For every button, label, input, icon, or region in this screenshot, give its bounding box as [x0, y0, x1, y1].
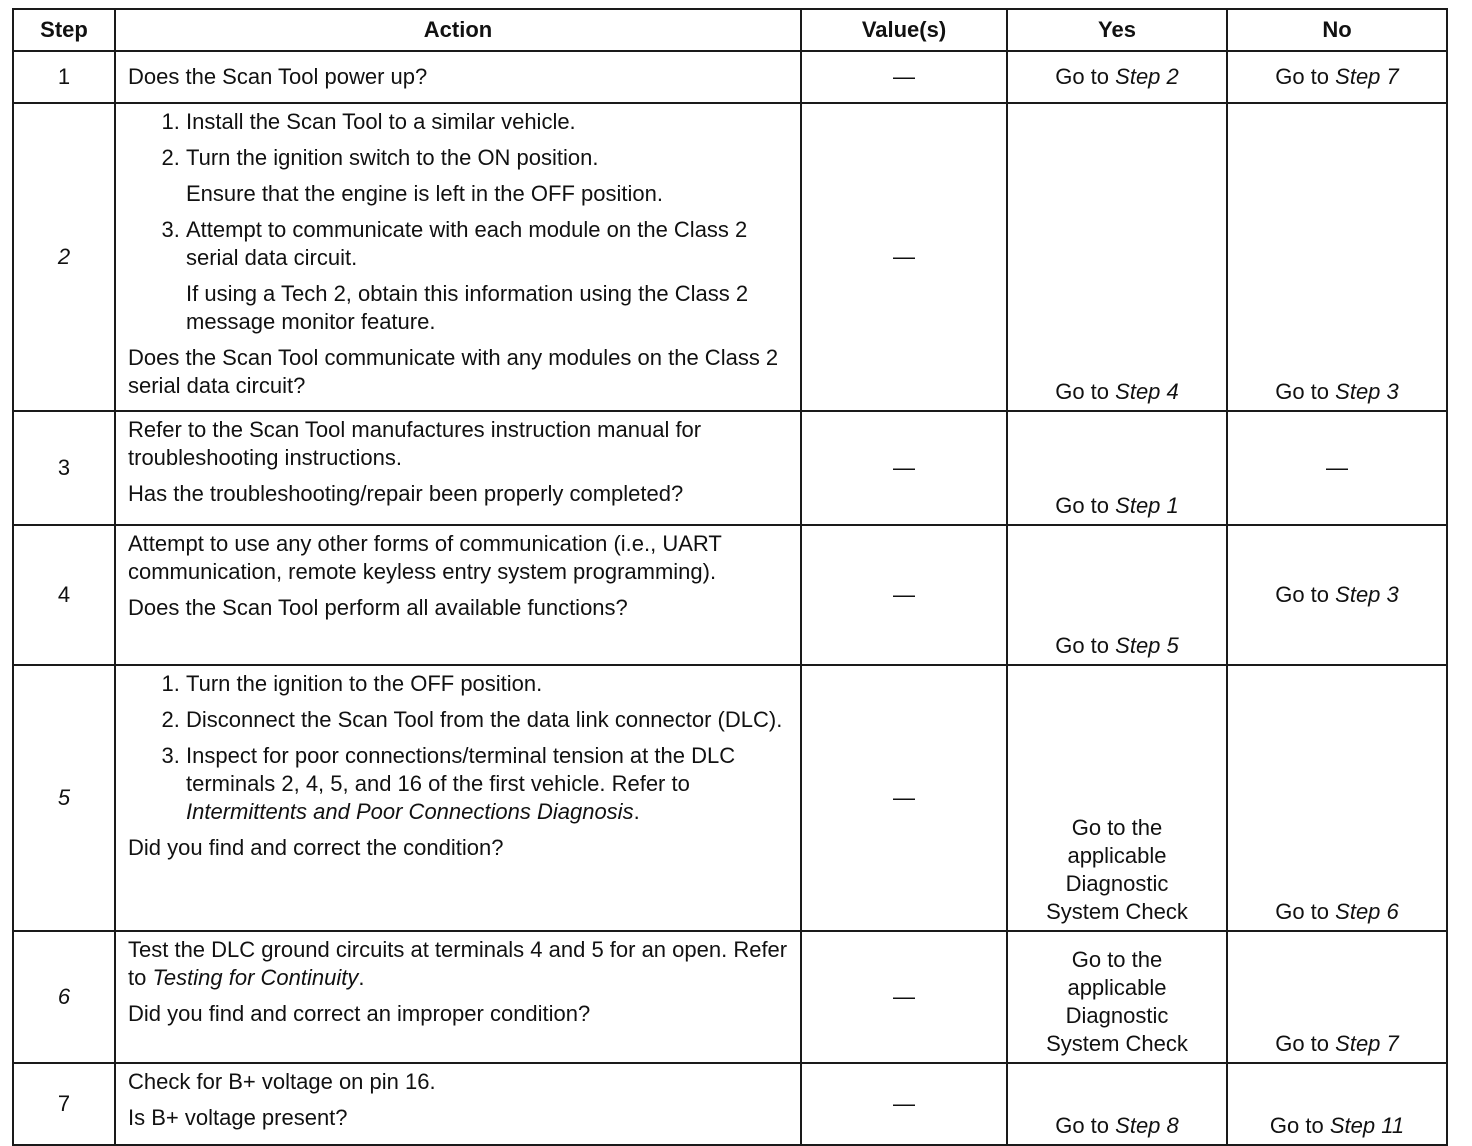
no-prefix: Go to — [1275, 64, 1330, 89]
value-cell: — — [801, 665, 1007, 931]
action-step-item: 2. Disconnect the Scan Tool from the data link connector (DLC). — [186, 706, 788, 734]
no-prefix: Go to — [1275, 582, 1330, 607]
no-step-link[interactable]: Step 3 — [1335, 582, 1399, 607]
yes-cell — [1007, 525, 1227, 665]
action-question: Has the troubleshooting/repair been properly completed? — [128, 481, 684, 506]
diagnostic-table — [12, 8, 1448, 1146]
no-cell — [1227, 525, 1447, 665]
yes-cell — [1007, 1063, 1227, 1145]
value-cell: — — [801, 411, 1007, 525]
action-question: Does the Scan Tool perform all available functions? — [128, 595, 628, 620]
action-cell — [115, 411, 801, 525]
yes-step-link[interactable]: Step 5 — [1115, 633, 1179, 658]
header-action: Action — [115, 9, 801, 51]
no-step-link[interactable]: Step 3 — [1335, 379, 1399, 404]
yes-cell[interactable]: Go to the applicable Diagnostic System Check — [1007, 931, 1227, 1063]
refer-prefix: Refer to — [611, 771, 690, 796]
step-number: 5 — [13, 665, 115, 931]
no-step-link[interactable]: Step 6 — [1335, 899, 1399, 924]
header-values: Value(s) — [801, 9, 1007, 51]
step-number: 6 — [13, 931, 115, 1063]
action-note: If using a Tech 2, obtain this information using the Class 2 message monitor feature. — [186, 281, 749, 334]
action-text: Attempt to use any other forms of communication (i.e., UART communication, remote keyless entry system programming). — [128, 531, 722, 584]
no-cell — [1227, 1063, 1447, 1145]
action-text: Check for B+ voltage on pin 16. — [128, 1069, 436, 1094]
yes-step-link[interactable]: Step 1 — [1115, 493, 1179, 518]
action-step-item: 3. Attempt to communicate with each module on the Class 2 serial data circuit. If using a Tech 2, obtain this information using the Class 2 message monitor feature. — [186, 216, 788, 336]
yes-cell[interactable]: Go to the applicable Diagnostic System Check — [1007, 665, 1227, 931]
no-prefix: Go to — [1275, 1031, 1330, 1056]
value-cell: — — [801, 103, 1007, 411]
header-step: Step — [13, 9, 115, 51]
step-number: 7 — [13, 1063, 115, 1145]
action-steps — [128, 670, 788, 826]
yes-step-link[interactable]: Step 8 — [1115, 1113, 1179, 1138]
action-step-item: 1. Install the Scan Tool to a similar vehicle. — [186, 108, 788, 136]
action-note: Ensure that the engine is left in the OFF position. — [186, 181, 663, 206]
action-cell — [115, 665, 801, 931]
action-cell — [115, 103, 801, 411]
yes-cell — [1007, 51, 1227, 103]
value-cell: — — [801, 1063, 1007, 1145]
no-step-link[interactable]: Step 7 — [1335, 64, 1399, 89]
action-question: Does the Scan Tool power up? — [128, 64, 428, 89]
yes-prefix: Go to — [1055, 64, 1110, 89]
reference-link[interactable]: Testing for Continuity — [152, 965, 359, 990]
step-number: 1 — [13, 51, 115, 103]
action-question: Did you find and correct an improper condition? — [128, 1001, 591, 1026]
action-cell — [115, 931, 801, 1063]
header-no: No — [1227, 9, 1447, 51]
table-row — [13, 103, 1447, 411]
action-step-item: 3. Inspect for poor connections/terminal tension at the DLC terminals 2, 4, 5, and 16 of the first vehicle. Refer to Intermittents and Poor Connections Diagnosis. — [186, 742, 788, 826]
table-row — [13, 931, 1447, 1063]
yes-prefix: Go to — [1055, 493, 1110, 518]
no-prefix: Go to — [1275, 899, 1330, 924]
header-yes: Yes — [1007, 9, 1227, 51]
header-row — [13, 9, 1447, 51]
action-step-item: 2. Turn the ignition switch to the ON position. Ensure that the engine is left in the OFF position. — [186, 144, 788, 208]
value-cell: — — [801, 51, 1007, 103]
action-steps — [128, 108, 788, 336]
yes-cell — [1007, 103, 1227, 411]
no-step-link[interactable]: Step 7 — [1335, 1031, 1399, 1056]
no-cell — [1227, 103, 1447, 411]
no-cell — [1227, 665, 1447, 931]
table-row — [13, 1063, 1447, 1145]
step-number: 3 — [13, 411, 115, 525]
value-cell: — — [801, 525, 1007, 665]
no-cell — [1227, 931, 1447, 1063]
no-cell — [1227, 51, 1447, 103]
yes-prefix: Go to — [1055, 633, 1110, 658]
yes-step-link[interactable]: Step 2 — [1115, 64, 1179, 89]
no-cell: — — [1227, 411, 1447, 525]
table-row — [13, 525, 1447, 665]
yes-cell — [1007, 411, 1227, 525]
action-cell — [115, 525, 801, 665]
yes-step-link[interactable]: Step 4 — [1115, 379, 1179, 404]
action-question: Did you find and correct the condition? — [128, 835, 504, 860]
yes-prefix: Go to — [1055, 379, 1110, 404]
action-text: Refer to the Scan Tool manufactures instruction manual for troubleshooting instructions. — [128, 417, 702, 470]
step-number: 2 — [13, 103, 115, 411]
no-prefix: Go to — [1275, 379, 1330, 404]
table-row — [13, 411, 1447, 525]
action-text: Test the DLC ground circuits at terminals 4 and 5 for an open. Refer to Testing for Continuity. — [128, 937, 788, 990]
reference-link[interactable]: Intermittents and Poor Connections Diagnosis — [186, 799, 634, 824]
table-row — [13, 665, 1447, 931]
action-question: Does the Scan Tool communicate with any modules on the Class 2 serial data circuit? — [128, 345, 779, 398]
action-question: Is B+ voltage present? — [128, 1105, 348, 1130]
yes-prefix: Go to — [1055, 1113, 1110, 1138]
action-step-item: 1. Turn the ignition to the OFF position. — [186, 670, 788, 698]
table-row — [13, 51, 1447, 103]
action-cell — [115, 1063, 801, 1145]
value-cell: — — [801, 931, 1007, 1063]
no-step-link[interactable]: Step 11 — [1329, 1113, 1405, 1138]
step-number: 4 — [13, 525, 115, 665]
action-cell — [115, 51, 801, 103]
no-prefix: Go to — [1269, 1113, 1324, 1138]
